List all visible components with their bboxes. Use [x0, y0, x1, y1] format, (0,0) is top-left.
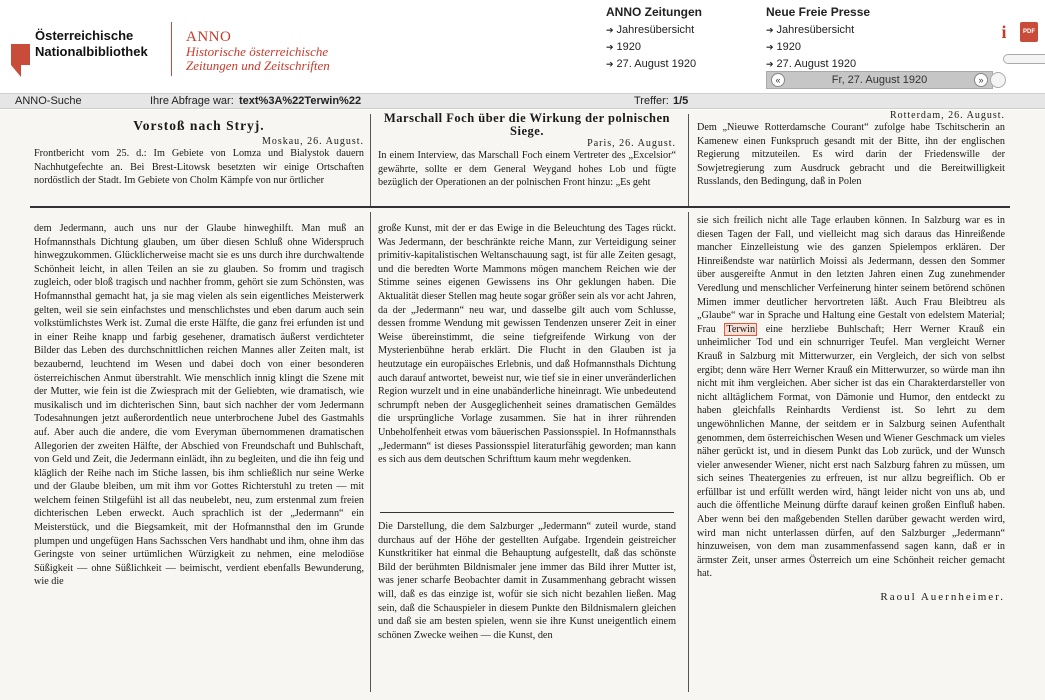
zoom-handle[interactable] — [990, 72, 1006, 88]
arrow-right-icon: ➔ — [766, 25, 774, 35]
arrow-right-icon: ➔ — [606, 25, 614, 35]
date-navigator — [766, 71, 993, 89]
feuilleton-column-2 — [378, 222, 676, 467]
newspaper-page-viewer[interactable] — [0, 110, 1045, 700]
logo-divider — [171, 22, 172, 76]
column-rule — [688, 212, 689, 692]
nav-left-jahresuebersicht[interactable]: ➔ Jahresübersicht — [606, 24, 695, 36]
info-icon[interactable]: i — [1001, 22, 1007, 42]
column-rule — [688, 114, 689, 206]
newspaper-nav — [766, 5, 996, 73]
article-title-line2: Siege. — [510, 124, 544, 138]
arrow-right-icon: ➔ — [606, 59, 614, 69]
nav-right-date[interactable]: ➔ 27. August 1920 — [766, 58, 857, 70]
header — [0, 0, 1045, 93]
column-rule — [370, 212, 371, 692]
onb-logo-text[interactable] — [35, 28, 148, 60]
hits-label: Treffer: — [634, 95, 669, 107]
author-signature: Raoul Auernheimer. — [880, 591, 1005, 604]
section-rule — [30, 206, 1010, 208]
newspaper-title[interactable]: Neue Freie Presse — [766, 5, 871, 19]
nav-left-date[interactable]: ➔ 27. August 1920 — [606, 58, 697, 70]
nav-left-year[interactable]: ➔ 1920 — [606, 41, 642, 53]
column-rule — [370, 114, 371, 206]
article-title: Vorstoß nach Stryj. — [133, 118, 265, 133]
arrow-right-icon: ➔ — [606, 42, 614, 52]
chevron-double-left-icon[interactable]: « — [771, 73, 785, 87]
column-text: Die Darstellung, die dem Salzburger „Jedermann“ zuteil wurde, stand durchaus auf der Höhe der gestellten Aufgabe. Irgendein geistreicher Kunstkritiker hat einmal die Behauptung aufgestellt, daß das schönste Bild der berühmten Bildnismaler jene immer das Bild ihrer Mutter ist, was jener scharfe Beobachter damit in Zusammenhang gebracht wissen will, daß es das einzige ist, wofür sie sich nicht bezahlen ließen. Mag sein, daß die Schauspieler in diesem Punkte den Bildnismalern gleichen und daß sie am besten spielen, wenn sie ihre Kunst uneigentlich einem schönen Zwecke weihen — die Kunst, den — [378, 521, 676, 641]
column-text: sie sich freilich nicht alle Tage erlauben können. In Salzburg war es in diesen Tagen der Fall, und vielleicht mag sich daraus das Hinreißende mancher Einzelleistung wie des ganzen Spielempos erklären. Der Hinreißendste war natürlich Moissi als Jedermann, dessen den Sommer über ausgereifte Anmut in den letzten Jahren einen Zug zunehmender Veredlung und menschlicher Verfeinerung hinter seinem betörend schönen Mimen immer deutlicher hervortreten läßt. Auch Frau Bleibtreu als „Glaube“ war in Sprache und Haltung eine Gestalt von edelstem Material; Frau Terwin eine herzliebe Buhlschaft; Herr Werner Krauß ein unheimlicher Tod und ein schnurriger Teufel. Man vergleicht Werner Krauß in Salzburg mit Mitterwurzer, ein Vergleich, der sich von selbst ergibt; denn wäre Herr Werner Krauß ein Mitterwurzer, so würde man ihn nicht mit ihm vergleichen. Aber sicher ist das ein Charakterdarsteller von nicht alltäglichem Format, von Dämonie und Humor, den entdeckt zu haben gleichfalls Reinhardts Verdienst ist. So lehrt zu dem ungewöhnlichen Manne, der seitdem er in Salzburg seinen Aufenthalt genommen, dem österreichischen Wesen und Wiener Geschmack um vieles näher gerückt ist, und in diesem Punkt das Lob zurück, und der Wunsch vieler anwesender Wiener, nicht erst nach Salzburg fahren zu müssen, um sich seines Theatergenies zu erfreuen, ist nur allzu begreiflich. Ob er erfüllbar ist und erfüllt werden wird, hängt leider nicht von uns ab, und auch die öffentliche Meinung dürfte darauf keinen großen Einfluß haben. Aber wenn bei den maßgebenden Stellen darüber gewacht werden wird, wird man nicht unterlassen dürfen, auf den Salzburger „Jedermann“ hinzuweisen, von dem man zusammenfassend sagen kann, daß er in ärmster Zeit, unser armes Österreich um eine Schönheit reicher gemacht hat. — [697, 215, 1006, 580]
arrow-right-icon: ➔ — [766, 59, 774, 69]
article-vorstoss — [34, 118, 364, 188]
article-dateline: Moskau, 26. August. — [261, 136, 364, 147]
feuilleton-column-1 — [34, 222, 364, 589]
arrow-right-icon: ➔ — [766, 42, 774, 52]
anno-subtitle — [186, 45, 330, 73]
zoom-slider[interactable] — [1003, 54, 1045, 64]
search-status-bar — [0, 93, 1045, 109]
anno-subtitle-line1: Historische österreichische — [186, 44, 329, 59]
anno-brand[interactable] — [186, 29, 330, 73]
article-title: Marschall Foch über die Wirkung der polnischen — [383, 111, 670, 125]
hits-value: 1/5 — [673, 95, 689, 107]
onb-logo-icon[interactable] — [11, 44, 30, 77]
article-dateline: Rotterdam, 26. August. — [889, 110, 1005, 121]
anno-search-link[interactable]: ANNO-Suche — [15, 95, 82, 107]
paragraph-rule — [380, 512, 674, 513]
search-hit-highlight[interactable]: Terwin — [726, 323, 756, 335]
anno-title: ANNO — [186, 29, 232, 45]
feuilleton-column-3 — [697, 214, 1005, 603]
column-text: große Kunst, mit der er das Ewige in die Beleuchtung des Tages rückt. Was Jedermann, der beschränkte reiche Mann, zur Verteidigung seiner primitiv-kapitalistischen Weltanschauung sagt, ist für alle Zeiten gesagt, und die beredten Worte Mammons mögen manchem Reichen wie der Stimme seines eigenen Gewissens ins Ohr geklungen haben. Die Aktualität dieser Stellen mag heute sogar größer sein als vor acht Jahren, da der „Jedermann“ neu war, und dasselbe gilt auch vom Schlusse, dessen fromme Wendung mit gewissen Tendenzen unserer Zeit in einer Weise übereinstimmt, die seine tiefgreifende Wirkung von der Mysterienbühne herab erklärt. Die Flucht in den Glauben ist ja heutzutage ein europäisches Erlebnis, und daß Hofmannsthals Dichtung auch darauf antwortet, beweist nur, wie tief sie in einer unveränderlichen Region wurzelt und in eine unabänderliche hineinragt. Wie unbedeutend schrumpft neben der Ausgeglichenheit seines dramatischen Gemäldes die ursprüngliche Vorlage zusammen. Sie hat in ihrer rührenden Unbeholfenheit etwas vom bäuerischen Passionsspiel. In Hofmannsthals „Jedermann“ ist dieses Passionsspiel literaturfähig geworden; man kann es sich aus dem deutschen Schrifttum kaum mehr wegdenken. — [378, 223, 676, 466]
column-text: dem Jedermann, auch uns nur der Glaube hinweghilft. Man muß an Hofmannsthals Dichtung glauben, um über diesen Schluß ohne Widerspruch hinwegzukommen. Glücklicherweise macht sie es uns durch ihre durchwaltende Schönheit leicht, in allen Teilen an sie zu glauben. So fromm und tragisch zugleich, oder bloß tragisch und nachher fromm, gehört sie zum Schönsten, was Hofmannsthal gemacht hat, ja sie mag vielen als sein eigentliches Meisterwerk gelten, weil sie sein einfachstes und menschlichstes und eben darum auch sein volkstümlichstes Werk ist. Zumal die erste Hälfte, die ganz frei erfunden ist und in einer Reihe knapp und farbig gesehener, dramatisch äußerst verdichteter Bilder das Leben des durchschnittlichen reichen Mannes aller Zeiten malt, ist bezaubernd, leuchtend im Wesen und dabei doch von einer besonderen österreichischen Anmut überstrahlt. Wie menschlich innig klingt die Szene mit der Mutter, wie fein ist die Zwiesprach mit der Geliebten, wie dramatisch, wie musikalisch und im dichterischen Sinn, baut sich nachher der vom Jedermann Todesahnungen jetzt außerordentlich neue unterbrochene Jubel des Gastmahls auf. Aber auch die andere, die vom Everyman übernommenen dramatischen Allegorien der zweiten Hälfte, der Abschied von Freundschaft und Buhlschaft, von Geld und Zeit, die Jedermann einlädt, ihn zu begleiten, und die ihn feig und kläglich der Reihe nach im Stiche lassen, bis ihm schließlich nur seine Werke und der Glaube bleiben, um mit ihm vor Gottes Richterstuhl zu treten — mit welchem feinen Stilgefühl ist all das neubelebt, neu, zum erstenmal zum freien dichterischen Leben erweckt. Auch sprachlich ist der „Jedermann“ ein Meisterstück, und die Biegsamkeit, mit der Hofmannsthal den im Grunde plumpen und ungefügen Hans Sachsschen Vers handhabt und ihm, ohne ihm das Geringste von seiner urtümlichen Würzigkeit zu nehmen, eine melodiöse Süßigkeit — ohne Süßlichkeit — beimischt, verdient ebenfalls Bewunderung, wie die — [34, 223, 364, 588]
article-dateline: Paris, 26. August. — [587, 138, 676, 149]
nav-right-year[interactable]: ➔ 1920 — [766, 41, 802, 53]
logo-line1: Österreichische — [35, 28, 134, 43]
article-text: In einem Interview, das Marschall Foch einem Vertreter des „Excelsior“ gewährte, sollte er dem General Weygand hohes Lob und fügte bezüglich der Operationen an der polnischen Front hinzu: „Es geht — [378, 150, 676, 189]
nav-right-jahresuebersicht[interactable]: ➔ Jahresübersicht — [766, 24, 855, 36]
feuilleton-column-2b — [378, 520, 676, 642]
article-foch — [378, 112, 676, 190]
query-label: Ihre Abfrage war: — [150, 95, 234, 107]
article-text: Dem „Nieuwe Rotterdamsche Courant“ zufolge habe Tschitscherin an Kamenew einen Funkspruch gesandt mit der Bitte, ihn der englischen Regierung mitzuteilen. Es wird darin der Friedenswille der Sowjetregierung zum Ausdruck gebracht und die Bereitwilligkeit Russlands, den Bedingung, daß in Polen — [697, 122, 1005, 188]
anno-zeitungen-heading[interactable]: ANNO Zeitungen — [606, 5, 702, 19]
pdf-icon[interactable]: PDF — [1020, 22, 1038, 42]
article-rotterdam — [697, 110, 1005, 189]
chevron-double-right-icon[interactable]: » — [974, 73, 988, 87]
article-text: Frontbericht vom 25. d.: Im Gebiete von Lomza und Bialystok dauern Nachhutgefechte an. Bei Brest-Litowsk besetzten wir einige Ortschaften nordöstlich der Stadt. Im Gebiete von Cholm Kämpfe von nur örtlicher — [34, 148, 364, 187]
anno-zeitungen-nav — [606, 5, 764, 73]
query-value: text%3A%22Terwin%22 — [239, 95, 362, 107]
current-issue-date[interactable]: Fr, 27. August 1920 — [831, 74, 928, 86]
anno-subtitle-line2: Zeitungen und Zeitschriften — [186, 58, 330, 73]
logo-line2: Nationalbibliothek — [35, 44, 148, 59]
